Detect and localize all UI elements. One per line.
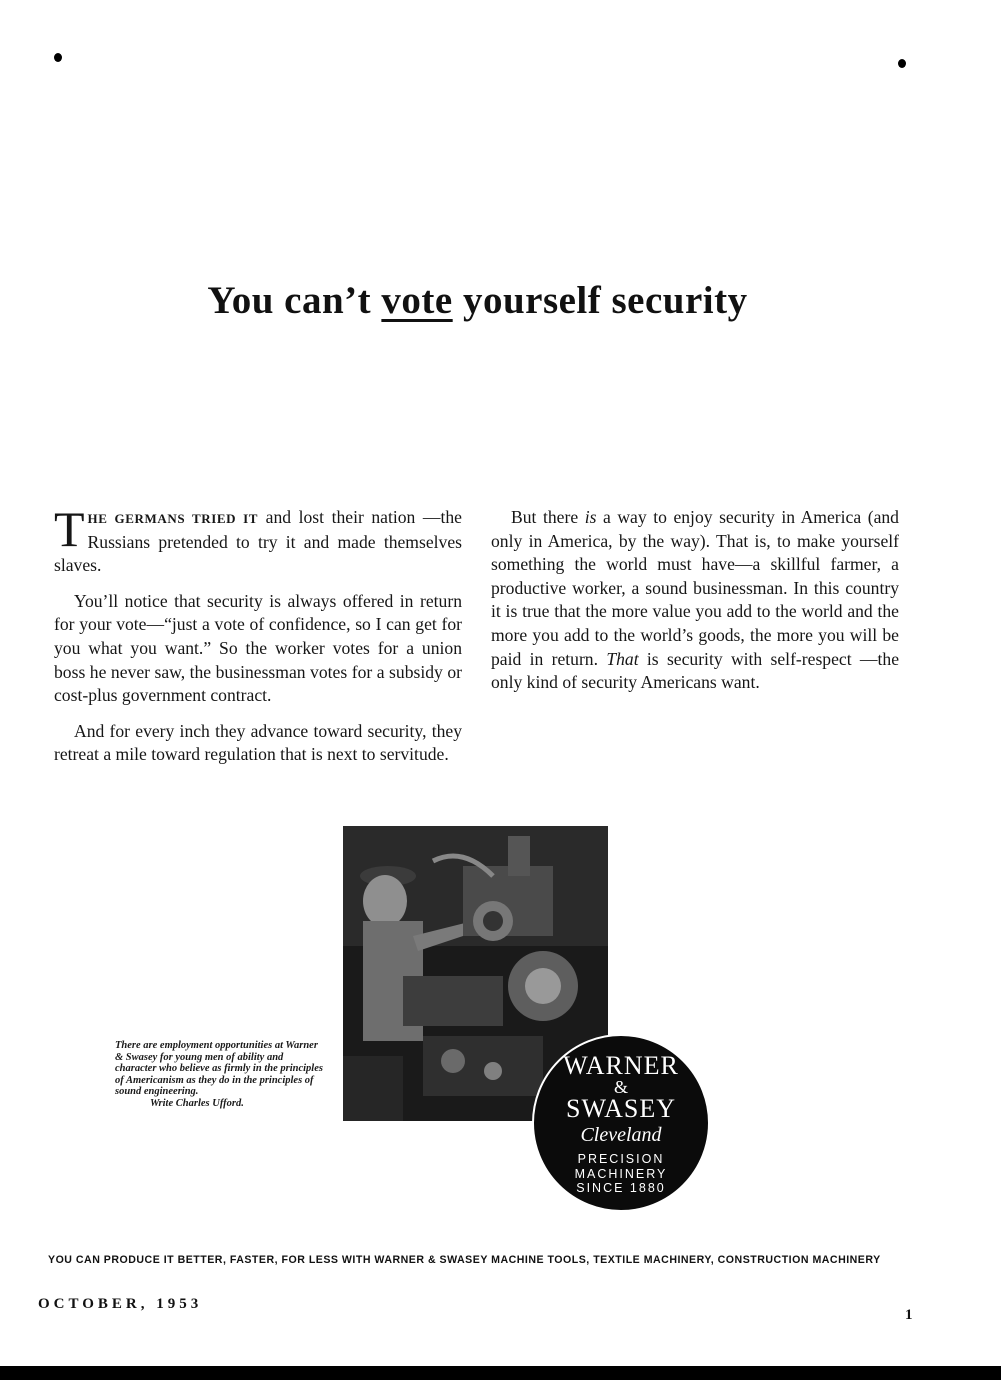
paragraph-1 xyxy=(54,501,462,578)
binding-hole-right xyxy=(898,59,906,68)
seal-subtitle xyxy=(534,1152,708,1196)
seal-line-warner: WARNER xyxy=(563,1051,679,1080)
lead-in: HE GERMANS TRIED IT xyxy=(87,511,259,526)
paragraph-4-text-b: a way to enjoy security in America (and only in America, by the way). That is, to make yourself something the world must have—a skillful farmer, a productive worker, a sound businessman. In this country it is true that the more value you add to the world and the more you add to the world’s goods, the more you will be paid in return. xyxy=(491,507,899,669)
headline xyxy=(0,278,955,323)
product-tagline: YOU CAN PRODUCE IT BETTER, FASTER, FOR LESS WITH WARNER & SWASEY MACHINE TOOLS, TEXTILE MACHINERY, CONSTRUCTION MACHINERY xyxy=(48,1254,881,1266)
headline-before: You can’t xyxy=(207,279,382,322)
drop-cap: T xyxy=(54,501,85,557)
body-column-right xyxy=(491,506,899,707)
paragraph-4-text-a: But there xyxy=(511,507,585,527)
binding-hole-left xyxy=(54,53,62,62)
seal-city: Cleveland xyxy=(580,1124,662,1146)
page-number: 1 xyxy=(905,1307,913,1323)
headline-underlined-word: vote xyxy=(381,279,453,322)
seal-sub-since: SINCE 1880 xyxy=(576,1181,666,1195)
headline-after: yourself security xyxy=(452,279,748,322)
scan-edge-bar xyxy=(0,1366,1001,1380)
paragraph-4-text-c: is security with self-respect —the only kind of security Americans want. xyxy=(491,648,900,693)
seal-ampersand: & xyxy=(613,1077,628,1097)
paragraph-2: You’ll notice that security is always offered in return for your vote—“just a vote of confidence, so I can get for you what you want.” So the worker votes for a union boss he never saw, the businessman votes for a subsidy or cost-plus government contract. xyxy=(54,590,462,706)
paragraph-4 xyxy=(491,506,899,695)
paragraph-3: And for every inch they advance toward security, they retreat a mile toward regulation that is next to servitude. xyxy=(54,720,462,765)
seal-sub-precision: PRECISION xyxy=(577,1152,665,1166)
seal-sub-machinery: MACHINERY xyxy=(574,1166,668,1181)
paragraph-4-emphasis-is: is xyxy=(584,507,597,527)
warner-swasey-seal xyxy=(532,1034,710,1212)
seal-line-swasey: SWASEY xyxy=(565,1094,676,1123)
body-column-left xyxy=(54,501,462,779)
caption-text: There are employment opportunities at Warner & Swasey for young men of ability and character who believe as firmly in the principles of Americanism as they do in the principles of sound engineering. xyxy=(115,1040,323,1098)
caption-signature: Write Charles Ufford. xyxy=(150,1097,244,1109)
paragraph-1-text: and lost their nation —the Russians pretended to try it and made themselves slaves. xyxy=(54,507,462,576)
employment-caption xyxy=(115,1040,325,1110)
paragraph-4-emphasis-that: That xyxy=(606,648,639,669)
issue-date: OCTOBER, 1953 xyxy=(38,1296,203,1312)
